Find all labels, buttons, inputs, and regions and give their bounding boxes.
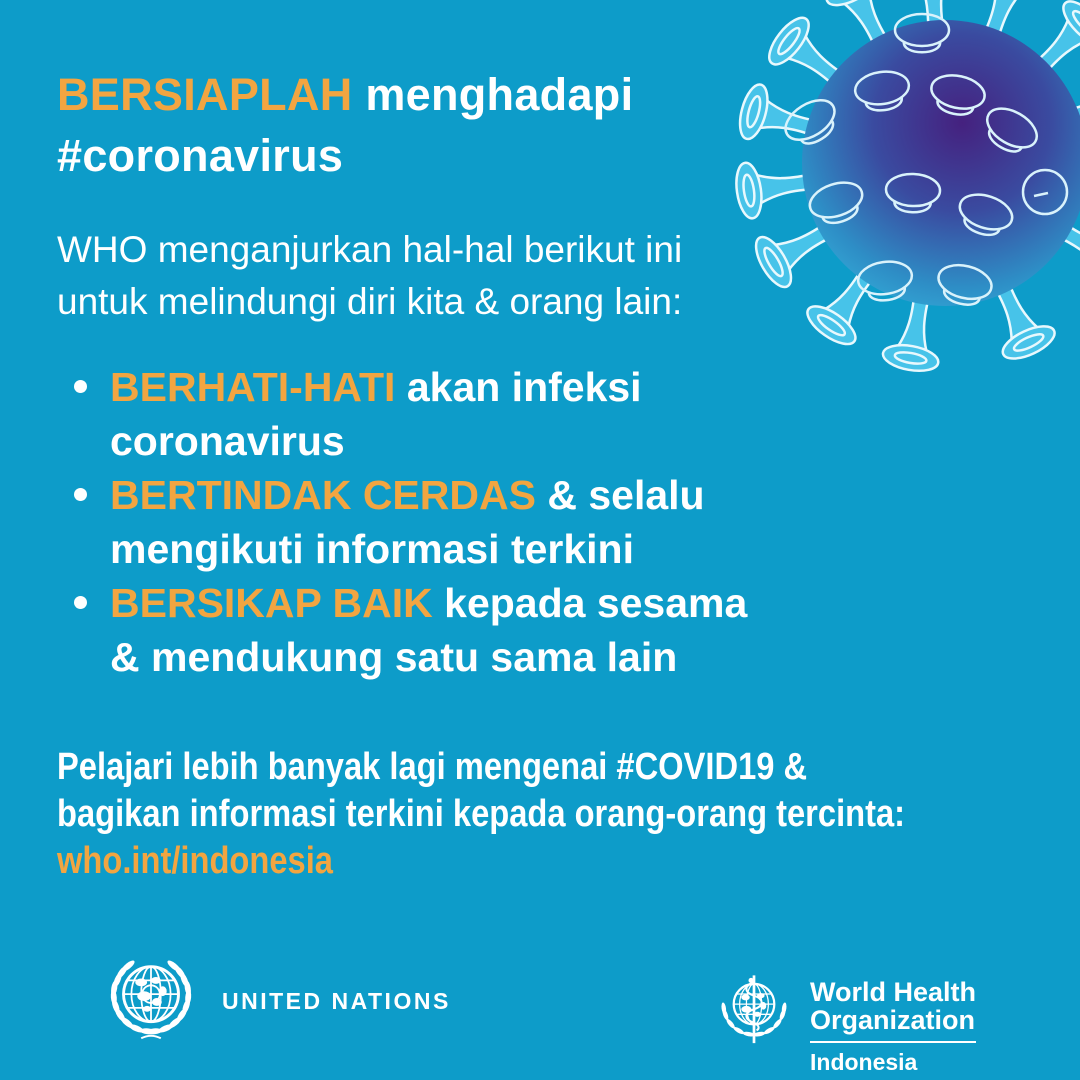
cta-line2: bagikan informasi terkini kepada orang-orang tercinta:: [57, 793, 906, 835]
un-label: UNITED NATIONS: [222, 987, 451, 1014]
title-rest: menghadapi: [352, 69, 634, 120]
list-item: [57, 468, 747, 576]
who-name-line1: World Health: [810, 977, 977, 1007]
advice-list: [57, 360, 747, 684]
who-text-block: [810, 972, 976, 1076]
bullet-text: & selalu: [535, 472, 705, 518]
bullet-dot-icon: [74, 596, 87, 609]
cta-line1: Pelajari lebih banyak lagi mengenai #COVID19 &: [57, 746, 808, 788]
bullet-text-line2: & mendukung satu sama lain: [110, 634, 678, 680]
bullet-emphasis: BERTINDAK CERDAS: [110, 472, 536, 518]
bullet-dot-icon: [74, 488, 87, 501]
bullet-text-line2: coronavirus: [110, 418, 345, 464]
bullet-text: kepada sesama: [432, 580, 748, 626]
intro-line1: WHO menganjurkan hal-hal berikut ini: [57, 229, 683, 270]
who-name-line2: Organization: [810, 1005, 976, 1035]
who-divider: [810, 1041, 976, 1043]
bullet-emphasis: BERSIKAP BAIK: [110, 580, 433, 626]
bullet-dot-icon: [74, 380, 87, 393]
who-region-label: Indonesia: [810, 1049, 918, 1075]
bullet-text: akan infeksi: [395, 364, 642, 410]
bullet-text-line2: mengikuti informasi terkini: [110, 526, 634, 572]
intro-text: [57, 224, 682, 328]
bullet-emphasis: BERHATI-HATI: [110, 364, 396, 410]
list-item: [57, 360, 747, 468]
title-line2: #coronavirus: [57, 130, 344, 181]
website-link[interactable]: who.int/indonesia: [57, 840, 333, 882]
un-logo-block: [100, 950, 451, 1052]
who-emblem-icon: [710, 972, 798, 1060]
list-item: [57, 576, 747, 684]
cta-text: [57, 744, 905, 885]
who-logo-block: [710, 972, 976, 1076]
un-emblem-icon: [100, 950, 202, 1052]
intro-line2: untuk melindungi diri kita & orang lain:: [57, 281, 683, 322]
page-title: [57, 64, 633, 186]
title-emphasis: BERSIAPLAH: [57, 69, 353, 120]
